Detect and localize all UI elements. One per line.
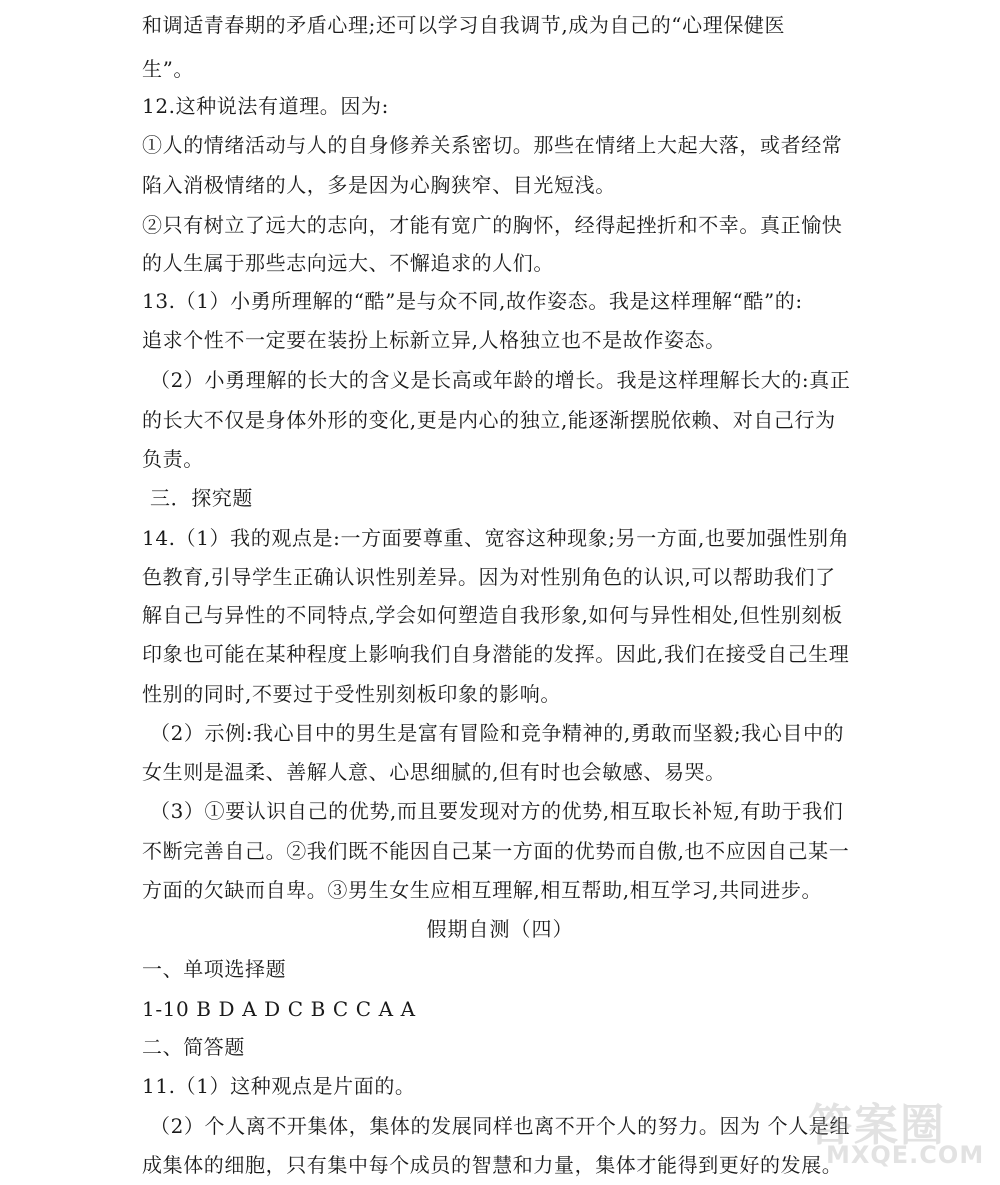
text-line: 成集体的细胞，只有集中每个成员的智慧和力量，集体才能得到更好的发展。 [142,1153,843,1177]
text-line: 12.这种说法有道理。因为: [142,94,389,118]
text-line: 生”。 [142,57,195,81]
text-line: 和调适青春期的矛盾心理;还可以学习自我调节,成为自己的“心理保健医 [142,13,786,37]
text-line: 色教育,引导学生正确认识性别差异。因为对性别角色的认识,可以帮助我们了 [142,565,836,589]
watermark-en-text: MXQE.COM [826,1141,985,1169]
text-line: ②只有树立了远大的志向，才能有宽广的胸怀，经得起挫折和不幸。真正愉快 [142,213,843,237]
text-line: 方面的欠缺而自卑。③男生女生应相互理解,相互帮助,相互学习,共同进步。 [142,878,823,902]
section-heading: 三．探究题 [150,486,253,510]
text-line: 14.（1）我的观点是:一方面要尊重、宽容这种现象;另一方面,也要加强性别角 [142,526,850,550]
text-line: 不断完善自己。②我们既不能因自己某一方面的优势而自傲,也不应因自己某一 [142,839,850,863]
section-heading: 二、简答题 [142,1035,245,1059]
section-heading: 一、单项选择题 [142,957,287,981]
text-line: 解自己与异性的不同特点,学会如何塑造自我形象,如何与异性相处,但性别刻板 [142,603,843,627]
text-line: 陷入消极情绪的人，多是因为心胸狭窄、目光短浅。 [142,173,616,197]
text-line: 性别的同时,不要过于受性别刻板印象的影响。 [142,682,561,706]
watermark-cn-text: 答案圈 [808,1100,946,1151]
text-line: 追求个性不一定要在装扮上标新立异,人格独立也不是故作姿态。 [142,328,726,352]
watermark-logo [798,1089,988,1179]
text-line: （2）小勇理解的长大的含义是长高或年龄的增长。我是这样理解长大的:真正 [150,368,851,392]
text-line: （2）示例:我心目中的男生是富有冒险和竞争精神的,勇敢而坚毅;我心目中的 [150,721,845,745]
answer-key-line: 1-10 B D A D C B C C A A [142,997,416,1021]
text-line: 的人生属于那些志向远大、不懈追求的人们。 [142,251,554,275]
text-line: 负责。 [142,447,204,471]
text-line: 13.（1）小勇所理解的“酷”是与众不同,故作姿态。我是这样理解“酷”的: [142,289,803,313]
section-title: 假期自测（四） [426,917,574,941]
text-line: 11.（1）这种观点是片面的。 [142,1074,416,1098]
text-line: （2）个人离不开集体，集体的发展同样也离不开个人的努力。因为 个人是组 [150,1114,851,1138]
text-line: ①人的情绪活动与人的自身修养关系密切。那些在情绪上大起大落，或者经常 [142,133,843,157]
text-line: 印象也可能在某种程度上影响我们自身潜能的发挥。因此,我们在接受自己生理 [142,642,850,666]
text-line: 的长大不仅是身体外形的变化,更是内心的独立,能逐渐摆脱依赖、对自己行为 [142,408,836,432]
text-line: （3）①要认识自己的优势,而且要发现对方的优势,相互取长补短,有助于我们 [150,799,844,823]
text-line: 女生则是温柔、善解人意、心思细腻的,但有时也会敏感、易哭。 [142,760,726,784]
